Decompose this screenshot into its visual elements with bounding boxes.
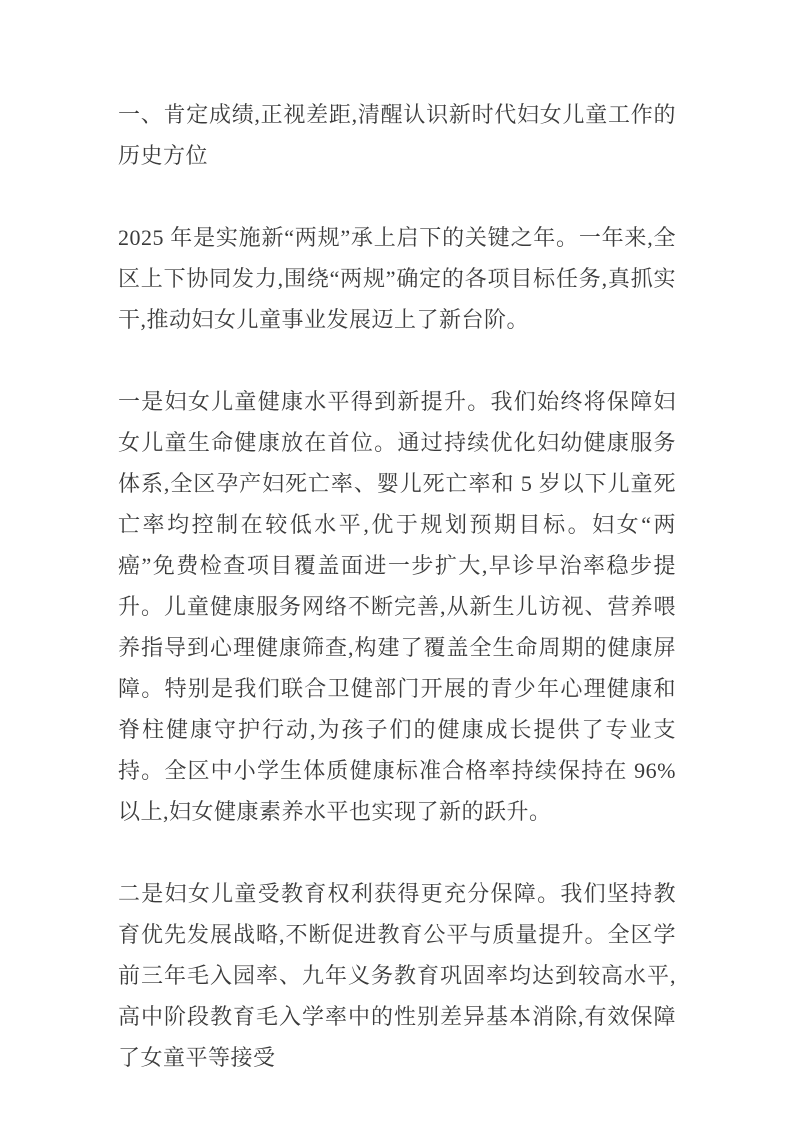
paragraph-intro: 2025 年是实施新“两规”承上启下的关键之年。一年来,全区上下协同发力,围绕“两规”确定的各项目标任务,真抓实干,推动妇女儿童事业发展迈上了新台阶。 (118, 225, 676, 332)
paragraph-health: 一是妇女儿童健康水平得到新提升。我们始终将保障妇女儿童生命健康放在首位。通过持续优化妇幼健康服务体系,全区孕产妇死亡率、婴儿死亡率和 5 岁以下儿童死亡率均控制在较低水平,优于规划预期目标。妇女“两癌”免费检查项目覆盖面进一步扩大,早诊早治率稳步提升。儿童健康服务网络不断完善,从新生儿访视、营养喂养指导到心理健康筛查,构建了覆盖全生命周期的健康屏障。特别是我们联合卫健部门开展的青少年心理健康和脊柱健康守护行动,为孩子们的健康成长提供了专业支持。全区中小学生体质健康标准合格率持续保持在 96%以上,妇女健康素养水平也实现了新的跃升。 (118, 389, 676, 824)
paragraph-education: 二是妇女儿童受教育权利获得更充分保障。我们坚持教育优先发展战略,不断促进教育公平与质量提升。全区学前三年毛入园率、九年义务教育巩固率均达到较高水平,高中阶段教育毛入学率中的性别差异基本消除,有效保障了女童平等接受 (118, 881, 676, 1070)
document-heading: 一、肯定成绩,正视差距,清醒认识新时代妇女儿童工作的历史方位 (118, 102, 676, 168)
